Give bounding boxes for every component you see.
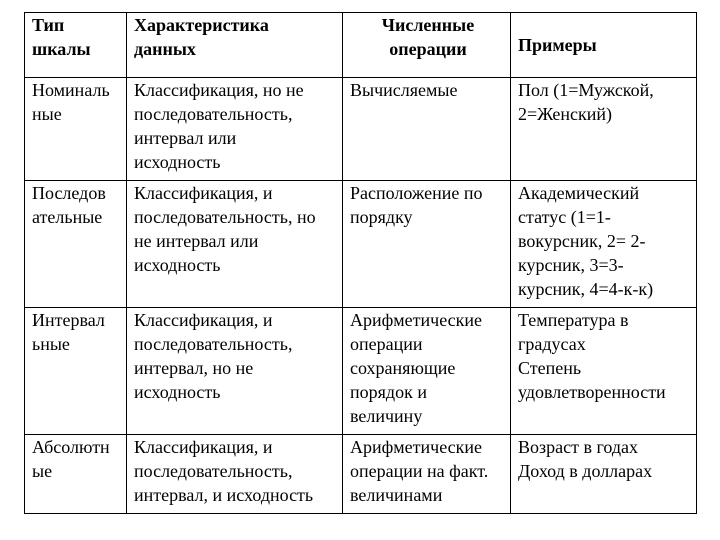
cell-line: Классификация, и [134,183,273,203]
cell-characteristic [127,308,343,435]
cell-line: Арифметические [350,437,483,457]
cell-line: ые [32,461,53,481]
cell-characteristic [127,78,343,181]
header-examples [511,13,697,78]
cell-line: Температура в [518,310,629,330]
header-characteristic [127,13,343,78]
cell-line: интервал, но не [134,358,254,378]
cell-line: интервал или [134,128,237,148]
cell-line: Вычисляемые [350,80,458,100]
cell-line: ные [32,104,62,124]
cell-operations [343,435,511,514]
header-examples-line: Примеры [518,35,597,55]
cell-line: курсник, 3=3- [518,255,624,275]
cell-line: операции на факт. [350,461,489,481]
cell-line: Классификация, но не [134,80,304,100]
cell-line: статус (1=1- [518,207,611,227]
cell-line: величинами [350,485,443,505]
cell-line: Возраст в годах [518,437,639,457]
cell-line: последовательность, [134,334,293,354]
header-characteristic-line: данных [134,39,196,59]
cell-line: ательные [32,207,103,227]
cell-line: последовательность, [134,461,293,481]
cell-line: исходность [134,152,221,172]
cell-line: операции [350,334,423,354]
table-row [25,308,697,435]
header-operations-line: Численные [381,15,475,35]
cell-line: Арифметические [350,310,483,330]
cell-line: исходность [134,382,221,402]
cell-line: Степень [518,358,582,378]
cell-examples [511,181,697,308]
cell-line: последовательность, но [134,207,316,227]
cell-line: Классификация, и [134,310,273,330]
cell-line: Классификация, и [134,437,273,457]
cell-line: исходность [134,255,221,275]
table-row [25,78,697,181]
cell-line: Доход в долларах [518,461,653,481]
cell-examples [511,78,697,181]
cell-characteristic [127,181,343,308]
table-row [25,181,697,308]
cell-characteristic [127,435,343,514]
cell-type [25,181,127,308]
cell-type [25,78,127,181]
cell-operations [343,78,511,181]
cell-line: Абсолютн [32,437,110,457]
cell-line: последовательность, [134,104,293,124]
cell-line: сохраняющие [350,358,456,378]
cell-line: Номиналь [32,80,110,100]
scales-table [24,12,697,514]
cell-type [25,308,127,435]
cell-line: вокурсник, 2= 2- [518,231,646,251]
cell-examples [511,435,697,514]
cell-line: Интервал [32,310,105,330]
header-type-line: шкалы [32,39,91,59]
cell-line: курсник, 4=4-к-к) [518,279,654,299]
cell-line: интервал, и исходность [134,485,314,505]
header-type [25,13,127,78]
cell-line: градусах [518,334,586,354]
cell-line: ьные [32,334,70,354]
cell-line: величину [350,406,423,426]
header-row [25,13,697,78]
cell-line: Последов [32,183,106,203]
header-operations [343,13,511,78]
cell-type [25,435,127,514]
cell-line: удовлетворенности [518,382,666,402]
cell-line: 2=Женский) [518,104,612,124]
cell-line: порядок и [350,382,427,402]
cell-line: Пол (1=Мужской, [518,80,654,100]
cell-examples [511,308,697,435]
cell-line: Расположение по [350,183,483,203]
table-row [25,435,697,514]
cell-line: порядку [350,207,413,227]
header-operations-line: операции [389,39,467,59]
cell-operations [343,181,511,308]
cell-line: Академический [518,183,640,203]
header-characteristic-line: Характеристика [134,15,269,35]
header-type-line: Тип [32,15,65,35]
cell-operations [343,308,511,435]
cell-line: не интервал или [134,231,259,251]
